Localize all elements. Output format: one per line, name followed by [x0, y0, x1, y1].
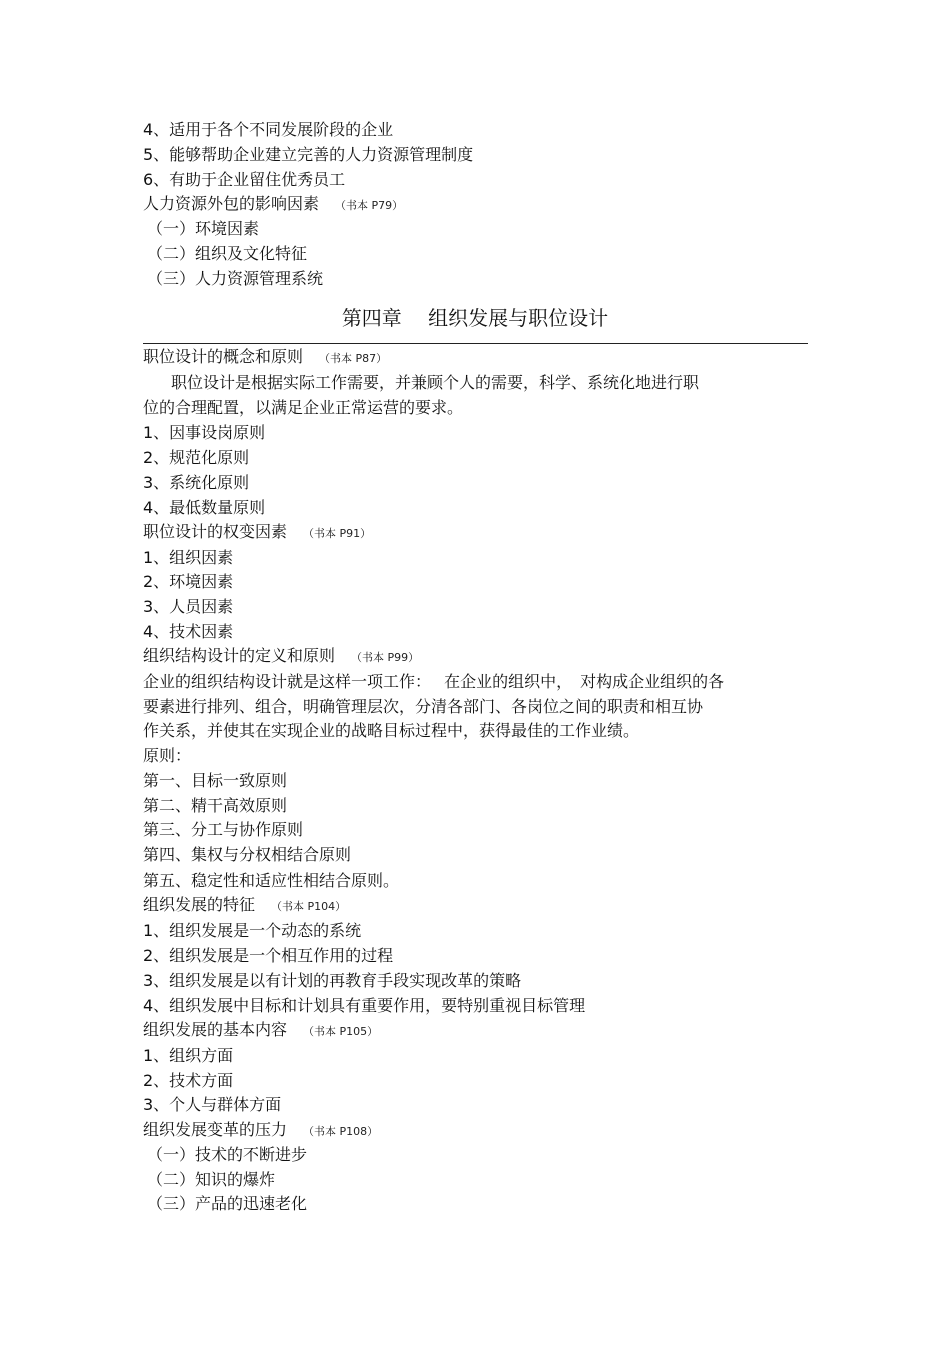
list-item: 1、组织方面: [143, 1046, 234, 1065]
heading-title: 组织发展的特征: [143, 895, 256, 914]
list-item: 2、规范化原则: [143, 448, 250, 467]
heading-title: 职位设计的概念和原则: [143, 347, 304, 366]
list-item: 1、组织发展是一个动态的系统: [143, 921, 362, 940]
book-reference: （书本 P91）: [303, 527, 372, 540]
list-item: 3、组织发展是以有计划的再教育手段实现改革的策略: [143, 971, 522, 990]
list-item: 4、技术因素: [143, 622, 234, 641]
list-item: （三）产品的迅速老化: [147, 1194, 308, 1213]
heading-title: 组织发展变革的压力: [143, 1120, 288, 1139]
list-item: 4、最低数量原则: [143, 498, 266, 517]
list-item: （二）组织及文化特征: [147, 244, 308, 263]
list-item: （一）环境因素: [147, 219, 260, 238]
book-reference: （书本 P79）: [335, 199, 404, 212]
section-heading-job-design: [143, 347, 387, 369]
book-reference: （书本 P87）: [319, 352, 388, 365]
section-heading-outsourcing-factors: [143, 194, 403, 216]
list-item: 1、因事设岗原则: [143, 423, 266, 442]
section-heading-contingency: [143, 522, 371, 544]
heading-title: 组织结构设计的定义和原则: [143, 646, 336, 665]
list-item: （二）知识的爆炸: [147, 1170, 276, 1189]
section-heading-od-features: [143, 895, 346, 917]
list-item: 3、个人与群体方面: [143, 1095, 282, 1114]
list-item: 第三、分工与协作原则: [143, 820, 304, 839]
list-item: 3、人员因素: [143, 597, 234, 616]
section-heading-od-content: [143, 1020, 378, 1042]
heading-title: 职位设计的权变因素: [143, 522, 288, 541]
principles-label: 原则：: [143, 746, 192, 765]
book-reference: （书本 P105）: [303, 1025, 379, 1038]
paragraph-line: 职位设计是根据实际工作需要，并兼顾个人的需要，科学、系统化地进行职: [171, 373, 700, 392]
list-item: 1、组织因素: [143, 548, 234, 567]
paragraph-line: 作关系，并使其在实现企业的战略目标过程中，获得最佳的工作业绩。: [143, 721, 640, 740]
list-item: 4、适用于各个不同发展阶段的企业: [143, 120, 394, 139]
list-item: 2、环境因素: [143, 572, 234, 591]
heading-title: 组织发展的基本内容: [143, 1020, 288, 1039]
paragraph-line: 位的合理配置，以满足企业正常运营的要求。: [143, 398, 464, 417]
book-reference: （书本 P104）: [271, 900, 347, 913]
heading-title: 人力资源外包的影响因素: [143, 194, 320, 213]
chapter-divider: [143, 343, 808, 344]
list-item: 3、系统化原则: [143, 473, 250, 492]
list-item: 6、有助于企业留住优秀员工: [143, 170, 346, 189]
book-reference: （书本 P99）: [351, 651, 420, 664]
list-item: 2、组织发展是一个相互作用的过程: [143, 946, 394, 965]
book-reference: （书本 P108）: [303, 1125, 379, 1138]
list-item: （三）人力资源管理系统: [147, 269, 324, 288]
list-item: （一）技术的不断进步: [147, 1145, 308, 1164]
list-item: 5、能够帮助企业建立完善的人力资源管理制度: [143, 145, 474, 164]
list-item: 第五、稳定性和适应性相结合原则。: [143, 871, 400, 890]
section-heading-structure: [143, 646, 419, 668]
section-heading-od-pressure: [143, 1120, 378, 1142]
list-item: 第二、精干高效原则: [143, 796, 288, 815]
chapter-title: 第四章 组织发展与职位设计: [341, 306, 609, 330]
paragraph-line: 企业的组织结构设计就是这样一项工作： 在企业的组织中， 对构成企业组织的各: [143, 672, 725, 691]
list-item: 第一、目标一致原则: [143, 771, 288, 790]
list-item: 2、技术方面: [143, 1071, 234, 1090]
list-item: 4、组织发展中目标和计划具有重要作用，要特别重视目标管理: [143, 996, 586, 1015]
list-item: 第四、集权与分权相结合原则: [143, 845, 352, 864]
paragraph-line: 要素进行排列、组合，明确管理层次，分清各部门、各岗位之间的职责和相互协: [143, 697, 704, 716]
